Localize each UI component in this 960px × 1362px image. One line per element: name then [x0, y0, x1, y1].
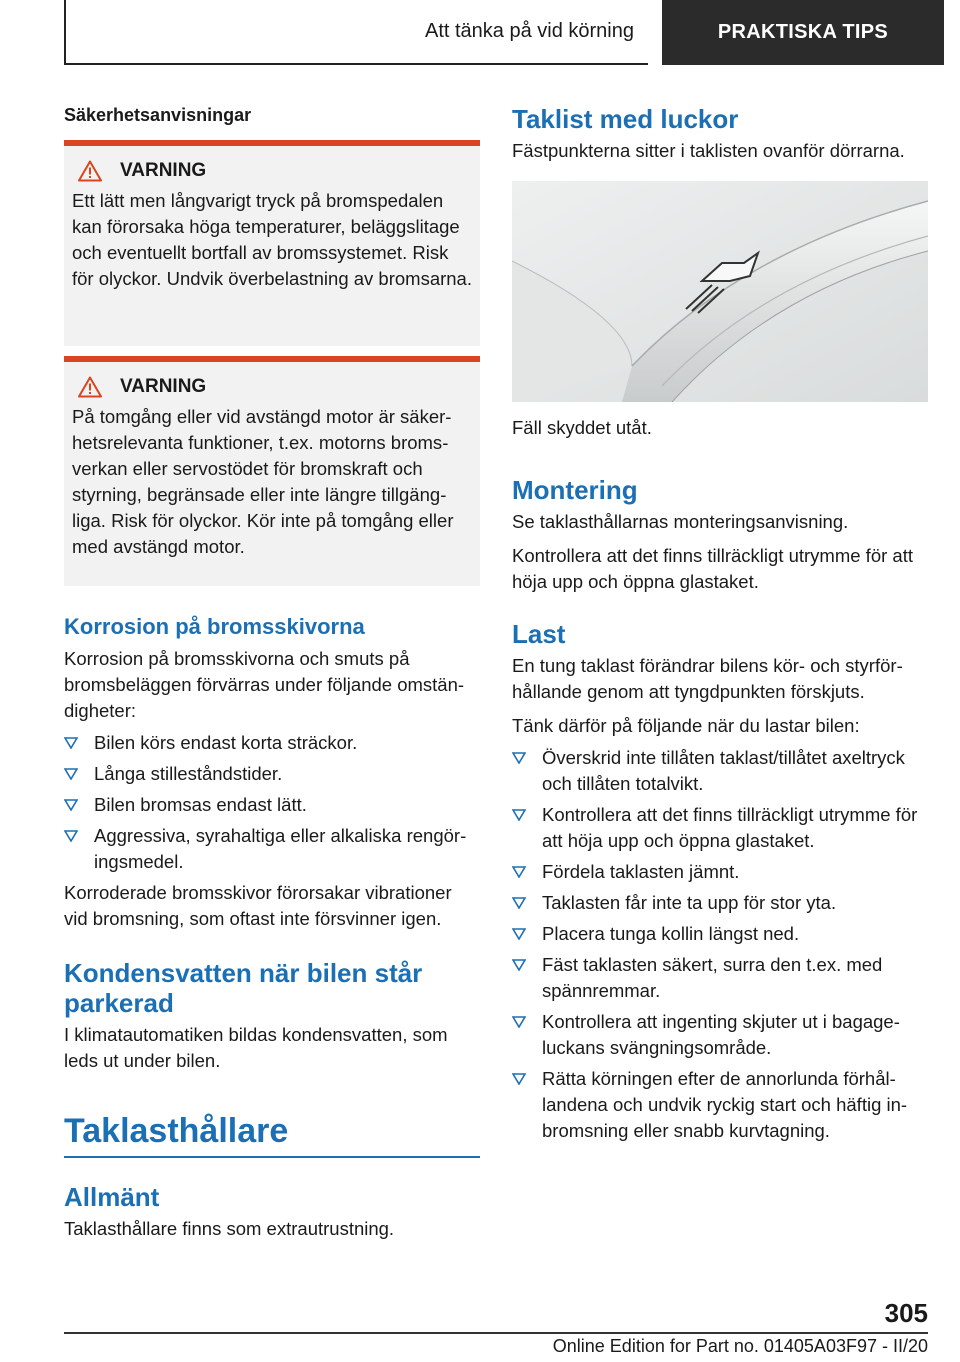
- corrosion-heading: Korrosion på bromsskivorna: [64, 614, 365, 639]
- roof-rail-photo: [512, 181, 928, 402]
- photo-caption: Fäll skyddet utåt.: [512, 417, 652, 438]
- header-section-title: Att tänka på vid körning: [424, 20, 634, 42]
- corrosion-intro: Korrosion på bromsskivorna och smuts på bromsbeläggen förvärras under följande omständigheter:: [64, 648, 465, 721]
- warning-triangle-icon: [78, 160, 102, 182]
- rail-section: [512, 104, 928, 164]
- bullet-triangle-icon: [512, 1073, 526, 1085]
- bullet-triangle-icon: [512, 928, 526, 940]
- list-item: Långa stilleståndstider.: [64, 761, 480, 787]
- bullet-triangle-icon: [64, 799, 78, 811]
- list-item: Kontrollera att det finns tillräckligt utrymme för att höja upp och öppna glastaket.: [512, 802, 928, 854]
- list-item: Fördela taklasten jämnt.: [512, 859, 928, 885]
- warning-box-1: [64, 140, 480, 346]
- photo-caption-block: [512, 415, 928, 441]
- list-item: Fäst taklasten säkert, surra den t.ex. med spännremmar.: [512, 952, 928, 1004]
- list-item: Rätta körningen efter de annorlunda förhållandena och undvik ryckig start och häftig inbromsning eller snabb kurvtagning.: [512, 1066, 928, 1144]
- list-item: Bilen bromsas endast lätt.: [64, 792, 480, 818]
- load-heading: Last: [512, 619, 566, 649]
- bullet-triangle-icon: [64, 768, 78, 780]
- list-item: Aggressiva, syrahaltiga eller alkaliska rengöringsmedel.: [64, 823, 480, 875]
- footer-rule: [64, 1332, 928, 1334]
- general-section: [64, 1182, 480, 1242]
- bullet-triangle-icon: [64, 737, 78, 749]
- bullet-triangle-icon: [512, 866, 526, 878]
- safety-heading: Säkerhetsanvisningar: [64, 105, 252, 125]
- bullet-triangle-icon: [512, 897, 526, 909]
- bullet-triangle-icon: [512, 752, 526, 764]
- list-item: Överskrid inte tillåten taklast/tillåtet axeltryck och tillåten totalvikt.: [512, 745, 928, 797]
- condensation-heading: Kondensvatten när bilen står parkerad: [64, 958, 423, 1018]
- page-number: 305: [884, 1298, 928, 1328]
- bullet-triangle-icon: [512, 809, 526, 821]
- list-item: Kontrollera att ingenting skjuter ut i bagageluckans svängningsområde.: [512, 1009, 928, 1061]
- mounting-section: [512, 475, 928, 595]
- roof-rack-heading-block: [64, 1112, 480, 1151]
- warning-text-1: Ett lätt men långvarigt tryck på bromspedalen kan förorsaka höga temperaturer, beläggslitage och eventuellt bortfall av bromssystemet. Risk för olyckor. Undvik överbelastning av bromsarna.: [72, 190, 472, 289]
- warning-text-2: På tomgång eller vid avstängd motor är säkerhetsrelevanta funktioner, t.ex. motorns bromsverkan eller servostödet för bromskraft och styrning, begränsade eller inte längre tillgängliga. Risk för olyckor. Kör inte på tomgång eller med avstängd motor.: [72, 406, 454, 557]
- bullet-triangle-icon: [512, 959, 526, 971]
- mounting-text-1: Se taklasthållarnas monteringsanvisning.: [512, 511, 849, 532]
- bullet-triangle-icon: [64, 830, 78, 842]
- load-text-2: Tänk därför på följande när du lastar bilen:: [512, 715, 860, 736]
- bullet-triangle-icon: [512, 1016, 526, 1028]
- header-chapter-tab: PRAKTISKA TIPS: [662, 0, 944, 65]
- footer-edition: Online Edition for Part no. 01405A03F97 - II/20: [552, 1336, 928, 1356]
- load-text-1: En tung taklast förändrar bilens kör- och styrförhållande genom att tyngdpunkten förskjuts.: [512, 655, 903, 702]
- list-item: Taklasten får inte ta upp för stor yta.: [512, 890, 928, 916]
- list-item: Bilen körs endast korta sträckor.: [64, 730, 480, 756]
- load-section: [512, 619, 928, 1149]
- warning-box-2: [64, 356, 480, 586]
- corrosion-list: [64, 730, 480, 875]
- warning-title-1: VARNING: [78, 160, 472, 182]
- corrosion-outro: Korroderade bromsskivor förorsakar vibrationer vid bromsning, som oftast inte försvinner igen.: [64, 882, 452, 929]
- load-list: [512, 745, 928, 1144]
- rail-heading: Taklist med luckor: [512, 104, 739, 134]
- mounting-text-2: Kontrollera att det finns tillräckligt utrymme för att höja upp och öppna glastaket.: [512, 545, 913, 592]
- rail-text: Fästpunkterna sitter i taklisten ovanför dörrarna.: [512, 140, 905, 161]
- list-item: Placera tunga kollin längst ned.: [512, 921, 928, 947]
- header-divider-bottom: [64, 63, 648, 65]
- corrosion-section: [64, 614, 480, 932]
- heading-rule: [64, 1156, 480, 1158]
- roof-rack-heading: Taklasthållare: [64, 1112, 289, 1150]
- mounting-heading: Montering: [512, 475, 638, 505]
- general-text: Taklasthållare finns som extrautrustning.: [64, 1218, 395, 1239]
- warning-triangle-icon: [78, 376, 102, 398]
- warning-title-2: VARNING: [78, 376, 472, 398]
- condensation-text: I klimatautomatiken bildas kondensvatten, som leds ut under bilen.: [64, 1024, 448, 1071]
- condensation-section: [64, 958, 480, 1074]
- roof-rail-illustration: [512, 181, 928, 402]
- general-heading: Allmänt: [64, 1182, 160, 1212]
